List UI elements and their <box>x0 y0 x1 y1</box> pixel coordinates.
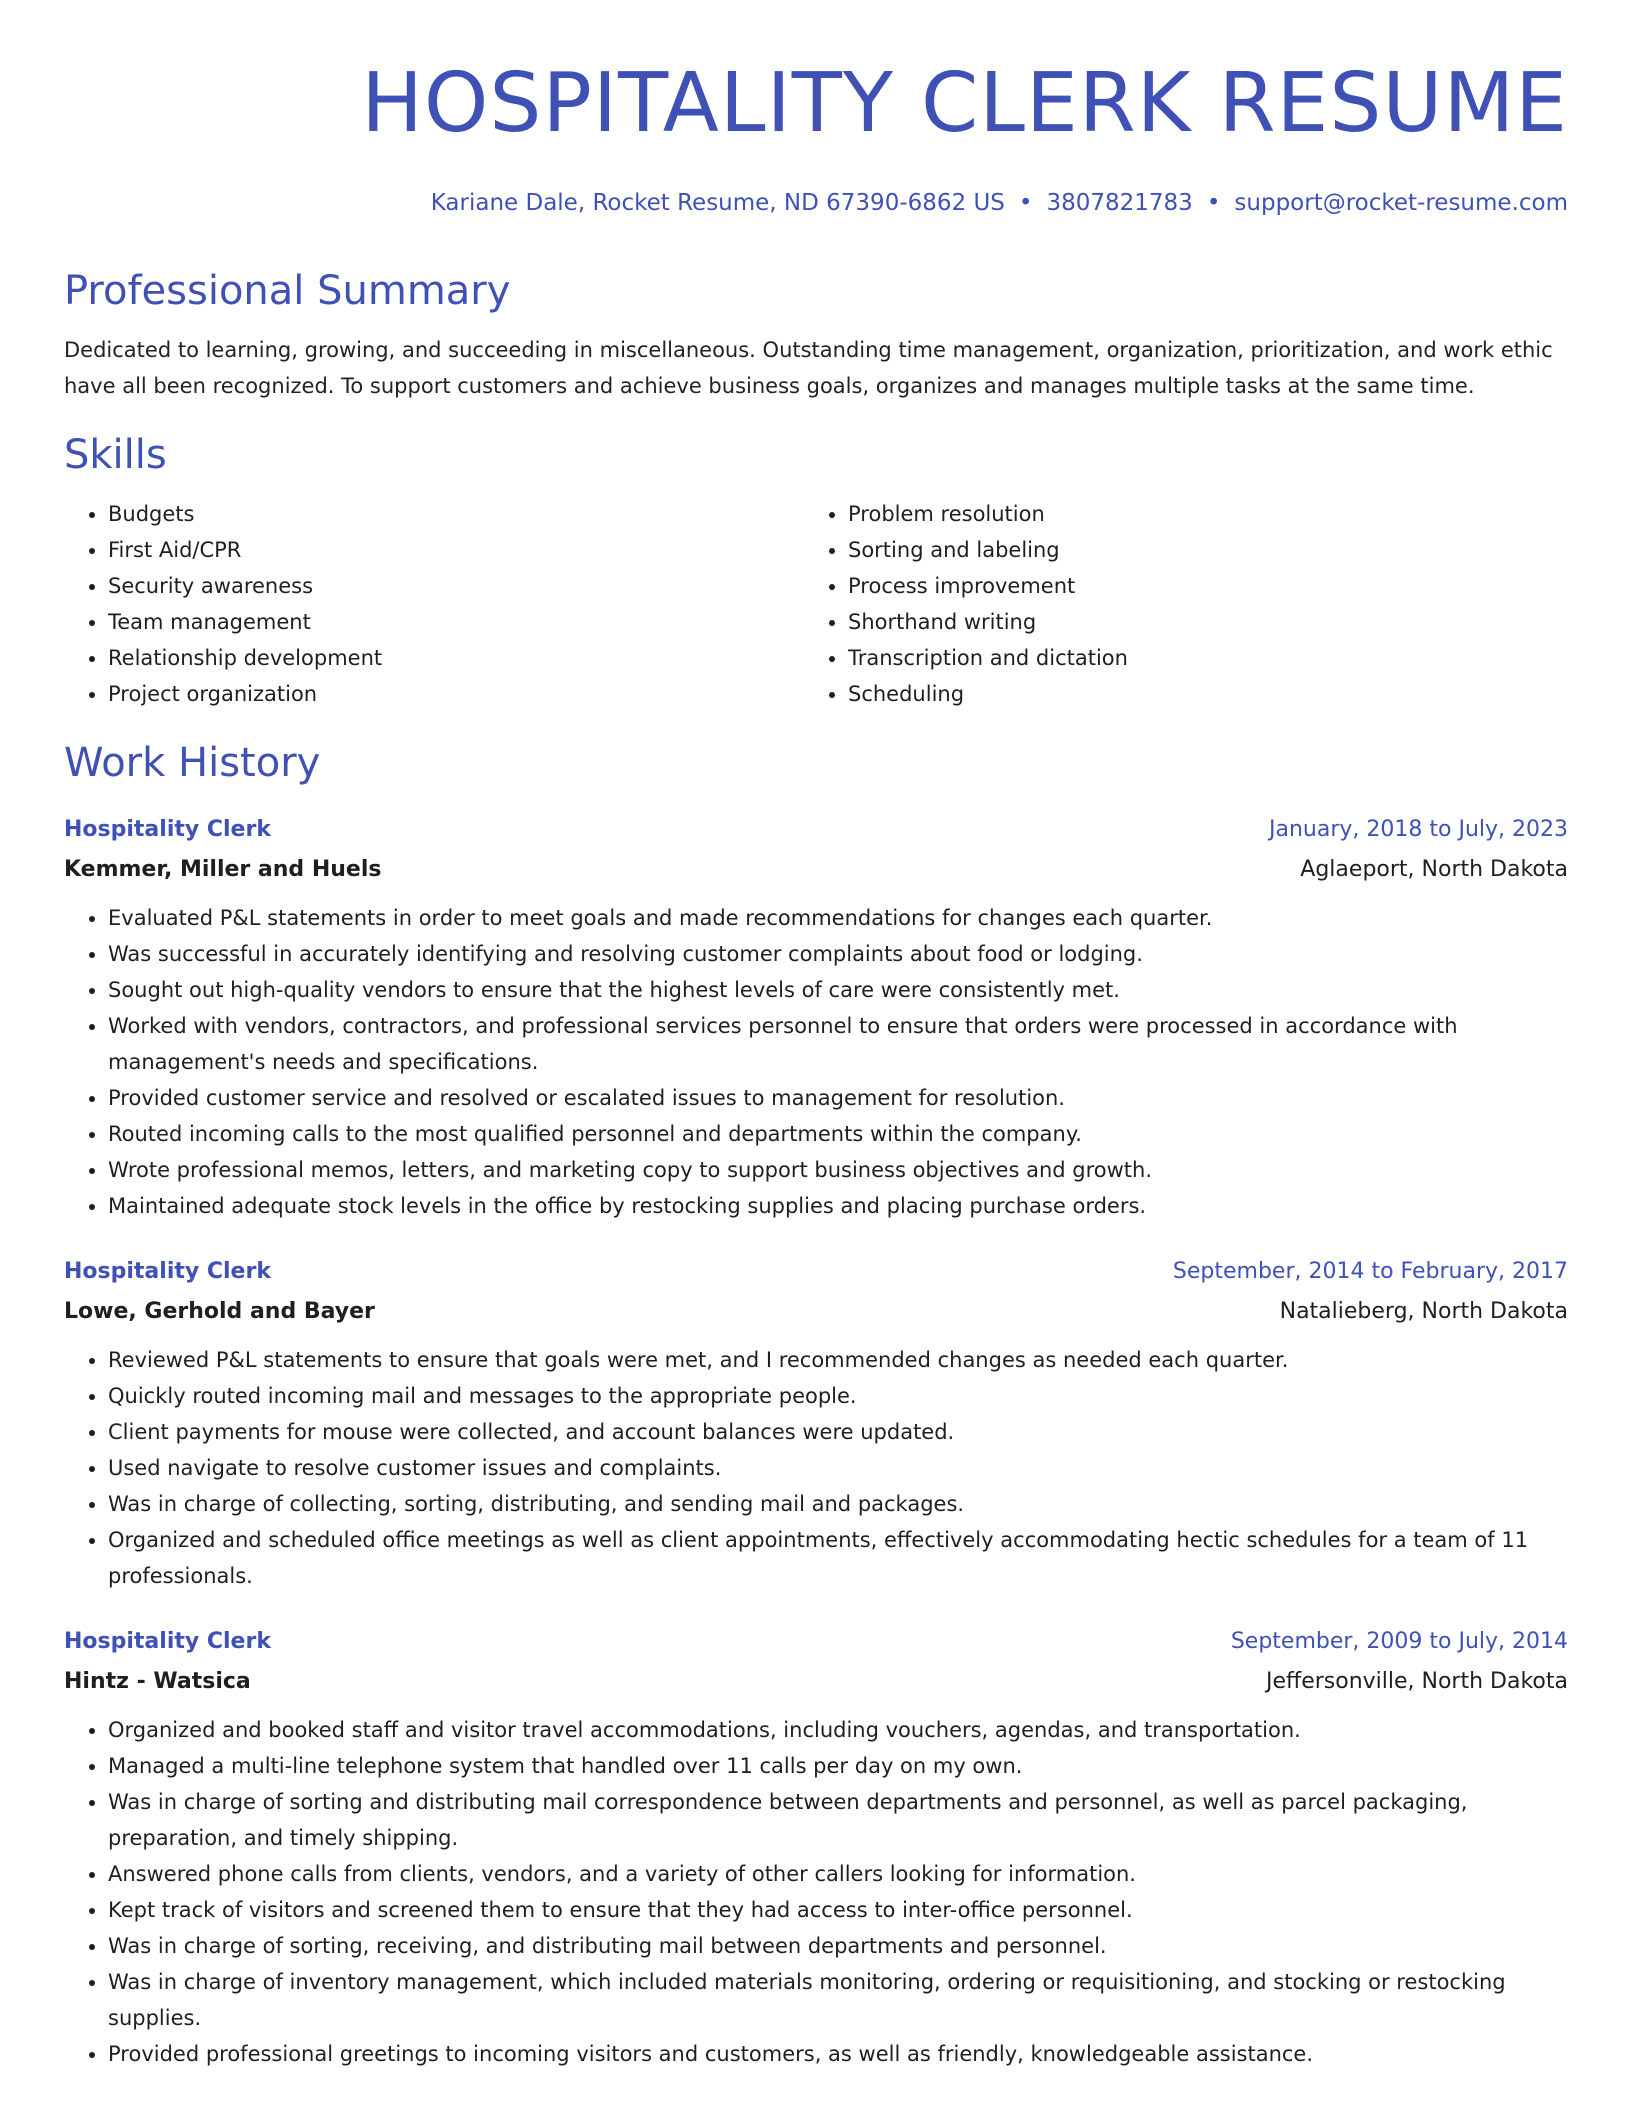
job-bullet: • Used navigate to resolve customer issues and complaints. <box>108 1450 1568 1486</box>
job-bullet: • Maintained adequate stock levels in the office by restocking supplies and placing purchase orders. <box>108 1188 1568 1224</box>
job-bullet: • Was in charge of sorting, receiving, and distributing mail between departments and personnel. <box>108 1928 1568 1964</box>
skill-item: • Project organization <box>108 676 804 712</box>
contact-separator: • <box>1018 190 1033 216</box>
skill-item: • Transcription and dictation <box>848 640 1544 676</box>
skill-item: • Scheduling <box>848 676 1544 712</box>
job-header-row <box>64 1622 1568 1662</box>
summary-section <box>64 266 1568 404</box>
job-location: Aglaeport, North Dakota <box>1300 857 1568 882</box>
job-bullet: • Provided customer service and resolved or escalated issues to management for resolution. <box>108 1080 1568 1116</box>
job-location: Natalieberg, North Dakota <box>1279 1299 1568 1324</box>
job-bullet: • Sought out high-quality vendors to ensure that the highest levels of care were consistently met. <box>108 972 1568 1008</box>
job-dates: September, 2009 to July, 2014 <box>1230 1629 1568 1654</box>
job-company-row <box>64 1662 1568 1702</box>
job-bullet: • Managed a multi-line telephone system that handled over 11 calls per day on my own. <box>108 1748 1568 1784</box>
job-bullet: • Organized and booked staff and visitor travel accommodations, including vouchers, agendas, and transportation. <box>108 1712 1568 1748</box>
resume-header <box>64 0 1568 218</box>
job-header-row <box>64 1252 1568 1292</box>
job-title: Hospitality Clerk <box>64 1259 271 1284</box>
skill-item: • Shorthand writing <box>848 604 1544 640</box>
contact-address: Kariane Dale, Rocket Resume, ND 67390-6862 US <box>430 190 1005 216</box>
job-company: Hintz - Watsica <box>64 1669 251 1694</box>
job-bullet: • Wrote professional memos, letters, and marketing copy to support business objectives and growth. <box>108 1152 1568 1188</box>
job-bullet: • Was in charge of collecting, sorting, distributing, and sending mail and packages. <box>108 1486 1568 1522</box>
skill-item: • First Aid/CPR <box>108 532 804 568</box>
skill-item: • Relationship development <box>108 640 804 676</box>
job-bullet: • Was in charge of sorting and distributing mail correspondence between departments and personnel, as well as parcel packaging, preparation, and timely shipping. <box>108 1784 1568 1856</box>
skill-item: • Team management <box>108 604 804 640</box>
skills-columns <box>64 496 1568 712</box>
job-bullet-list <box>64 1712 1568 2072</box>
job-header-row <box>64 810 1568 850</box>
job-entry <box>64 1252 1568 1594</box>
job-bullet: • Answered phone calls from clients, vendors, and a variety of other callers looking for information. <box>108 1856 1568 1892</box>
job-bullet: • Kept track of visitors and screened them to ensure that they had access to inter-office personnel. <box>108 1892 1568 1928</box>
skill-item: • Process improvement <box>848 568 1544 604</box>
job-bullet: • Evaluated P&L statements in order to meet goals and made recommendations for changes each quarter. <box>108 900 1568 936</box>
job-bullet: • Client payments for mouse were collected, and account balances were updated. <box>108 1414 1568 1450</box>
job-title: Hospitality Clerk <box>64 1629 271 1654</box>
job-bullet: • Provided professional greetings to incoming visitors and customers, as well as friendly, knowledgeable assistance. <box>108 2036 1568 2072</box>
job-bullet: • Routed incoming calls to the most qualified personnel and departments within the company. <box>108 1116 1568 1152</box>
job-dates: September, 2014 to February, 2017 <box>1172 1259 1568 1284</box>
skills-list-left <box>64 496 804 712</box>
job-bullet: • Quickly routed incoming mail and messages to the appropriate people. <box>108 1378 1568 1414</box>
skills-section <box>64 430 1568 712</box>
job-entry <box>64 810 1568 1224</box>
skill-item: • Sorting and labeling <box>848 532 1544 568</box>
job-company-row <box>64 1292 1568 1332</box>
contact-email: support@rocket-resume.com <box>1234 190 1568 216</box>
job-dates: January, 2018 to July, 2023 <box>1269 817 1568 842</box>
contact-phone: 3807821783 <box>1046 190 1193 216</box>
skills-list-right <box>804 496 1544 712</box>
job-bullet: • Was successful in accurately identifying and resolving customer complaints about food or lodging. <box>108 936 1568 972</box>
job-bullet: • Organized and scheduled office meetings as well as client appointments, effectively accommodating hectic schedules for a team of 11 professionals. <box>108 1522 1568 1594</box>
job-entry <box>64 1622 1568 2072</box>
job-location: Jeffersonville, North Dakota <box>1266 1669 1568 1694</box>
job-company-row <box>64 850 1568 890</box>
section-heading-skills: Skills <box>64 432 167 478</box>
contact-separator: • <box>1206 190 1221 216</box>
skill-item: • Problem resolution <box>848 496 1544 532</box>
skill-item: • Budgets <box>108 496 804 532</box>
job-title: Hospitality Clerk <box>64 817 271 842</box>
work-history-section <box>64 738 1568 2072</box>
job-company: Lowe, Gerhold and Bayer <box>64 1299 375 1324</box>
job-company: Kemmer, Miller and Huels <box>64 857 382 882</box>
skill-item: • Security awareness <box>108 568 804 604</box>
section-heading-summary: Professional Summary <box>64 268 511 314</box>
document-title: HOSPITALITY CLERK RESUME <box>361 56 1568 151</box>
job-bullet: • Reviewed P&L statements to ensure that goals were met, and I recommended changes as needed each quarter. <box>108 1342 1568 1378</box>
summary-text: Dedicated to learning, growing, and succeeding in miscellaneous. Outstanding time management, organization, prioritization, and work ethic have all been recognized. To support customers and achieve business goals, organizes and manages multiple tasks at the same time. <box>64 338 1553 398</box>
job-bullet-list <box>64 1342 1568 1594</box>
job-bullet: • Was in charge of inventory management, which included materials monitoring, ordering or requisitioning, and stocking or restocking supplies. <box>108 1964 1568 2036</box>
section-heading-work-history: Work History <box>64 740 321 786</box>
contact-line <box>64 188 1568 218</box>
job-bullet-list <box>64 900 1568 1224</box>
job-bullet: • Worked with vendors, contractors, and professional services personnel to ensure that orders were processed in accordance with management's needs and specifications. <box>108 1008 1568 1080</box>
